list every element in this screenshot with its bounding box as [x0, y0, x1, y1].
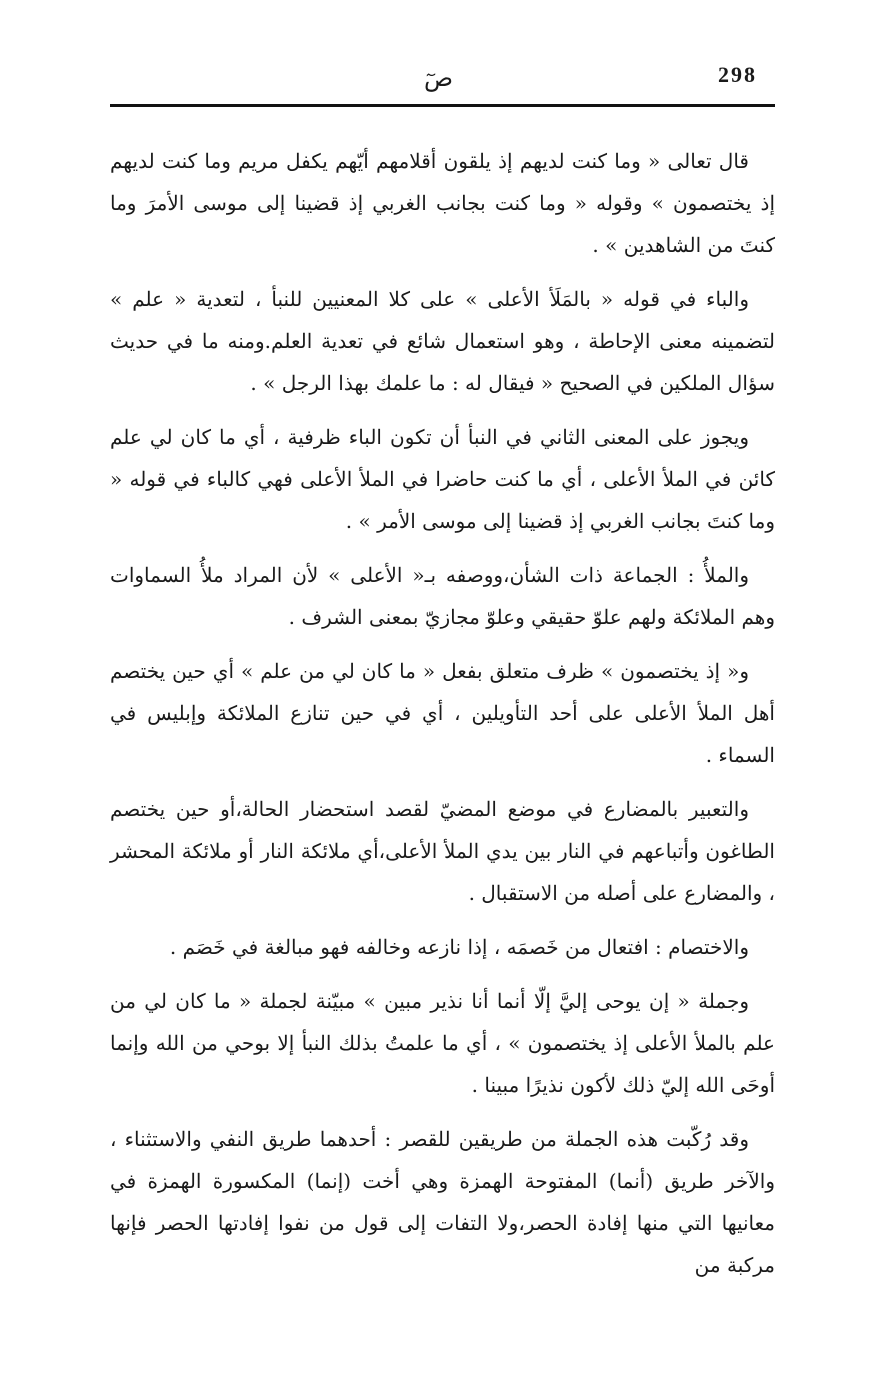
paragraph: والباء في قوله « بالمَلَأ الأعلى » على كلا المعنيين للنبأ ، لتعدية « علم » لتضمينه معنى الإحاطة ، وهو استعمال شائع في تعدية العلم.ومنه ما في حديث سؤال الملكين في الصحيح « فيقال له : ما علمك بهذا الرجل » .: [110, 287, 775, 395]
paragraph: والتعبير بالمضارع في موضع المضيّ لقصد استحضار الحالة،أو حين يختصم الطاغون وأتباعهم في النار بين يدي الملأ الأعلى،أي ملائكة النار أو ملائكة المحشر ، والمضارع على أصله من الاستقبال .: [110, 797, 775, 905]
paragraph: وقد رُكّبت هذه الجملة من طريقين للقصر : أحدهما طريق النفي والاستثناء ، والآخر طريق (أنما) المفتوحة الهمزة وهي أخت (إنما) المكسورة الهمزة في معانيها التي منها إفادة الحصر،ولا التفات إلى قول من نفوا إفادتها الحصر فإنها مركبة من: [110, 1127, 775, 1277]
header-divider: [110, 104, 775, 107]
paragraph: قال تعالى « وما كنت لديهم إذ يلقون أقلامهم أيّهم يكفل مريم وما كنت لديهم إذ يختصمون » وقوله « وما كنت بجانب الغربي إذ قضينا إلى موسى الأمرَ وما كنتَ من الشاهدين » .: [110, 149, 775, 257]
paragraph: ويجوز على المعنى الثاني في النبأ أن تكون الباء ظرفية ، أي ما كان لي علم كائن في الملأ الأعلى ، أي ما كنت حاضرا في الملأ الأعلى فهي كالباء في قوله « وما كنتَ بجانب الغربي إذ قضينا إلى موسى الأمر » .: [110, 425, 775, 533]
body-text: [110, 140, 775, 1286]
paragraph: والملأُ : الجماعة ذات الشأن،ووصفه بـ« الأعلى » لأن المراد ملأُ السماوات وهم الملائكة ولهم علوّ حقيقي وعلوّ مجازيّ بمعنى الشرف .: [110, 563, 775, 629]
paragraph: والاختصام : افتعال من خَصمَه ، إذا نازعه وخالفه فهو مبالغة في خَصَم .: [169, 935, 749, 959]
paragraph: و« إذ يختصمون » ظرف متعلق بفعل « ما كان لي من علم » أي حين يختصم أهل الملأ الأعلى على أحد التأويلين ، أي في حين تنازع الملائكة وإبليس في السماء .: [110, 659, 775, 767]
paragraph: وجملة « إن يوحى إليَّ إلّا أنما أنا نذير مبين » مبيّنة لجملة « ما كان لي من علم بالملأ الأعلى إذ يختصمون » ، أي ما علمتُ بذلك النبأ إلا بوحي من الله وإنما أوحَى الله إليّ ذلك لأكون نذيرًا مبينا .: [110, 989, 775, 1097]
page-header-title: صٓ: [424, 64, 454, 92]
page-number: 298: [718, 62, 757, 87]
